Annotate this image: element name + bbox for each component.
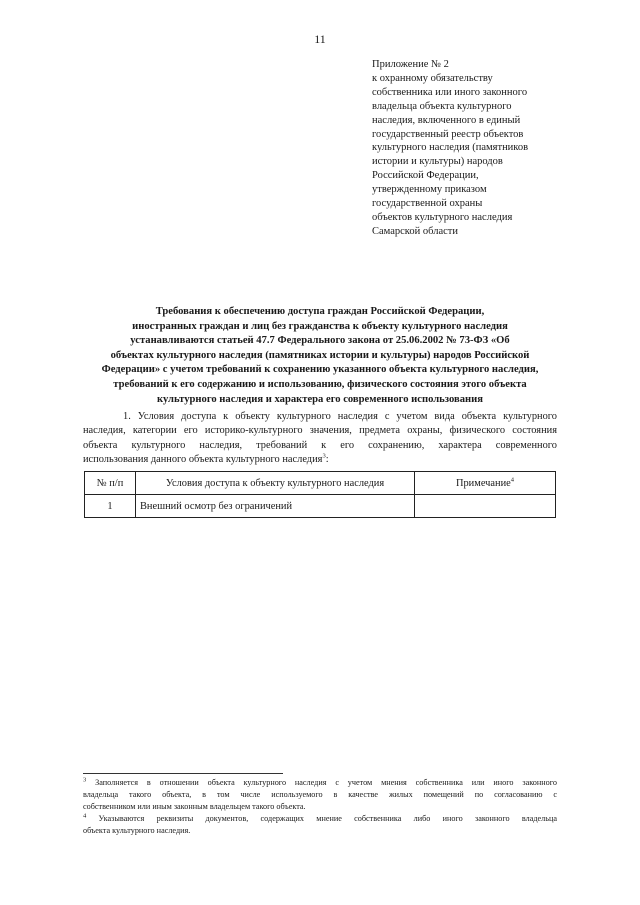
cell-number: 1 xyxy=(85,495,136,518)
requirements-title-line: иностранных граждан и лиц без гражданства к объекту культурного наследия xyxy=(132,320,508,332)
footnote-line: собственником или иным законным владельцем такого объекта. xyxy=(83,802,306,811)
appendix-line: государственный реестр объектов xyxy=(372,128,524,140)
footnote-text: Заполняется в отношении объекта культурного наследия с учетом мнения собственника или иного законного xyxy=(95,778,558,787)
appendix-line: Российской Федерации, xyxy=(372,170,479,182)
column-header-note-text: Примечание xyxy=(455,477,511,489)
appendix-line: Приложение № 2 xyxy=(372,59,449,70)
appendix-line: к охранному обязательству xyxy=(372,72,493,84)
paragraph-line-text: использования данного объекта культурного наследия xyxy=(83,454,323,466)
appendix-block xyxy=(372,58,602,239)
table-row xyxy=(85,495,556,518)
footnote-text: Указываются реквизиты документов, содержащих мнение собственника либо иного законного владельца xyxy=(98,814,557,823)
section-1-paragraph xyxy=(83,410,557,468)
appendix-line: объектов культурного наследия xyxy=(372,211,513,223)
footnote-line: объекта культурного наследия. xyxy=(83,826,191,835)
footnotes xyxy=(83,777,557,837)
paragraph-line: объекта культурного наследия, требований к его сохранению, характера современного xyxy=(83,439,557,451)
table-header-row xyxy=(85,472,556,495)
column-header-note xyxy=(415,472,556,495)
footnote-line: владельца такого объекта, в том числе используемого в качестве жилых помещений по согласованию с xyxy=(83,790,557,799)
requirements-title-line: культурного наследия и характера его современного использования xyxy=(157,393,483,405)
appendix-line: культурного наследия (памятников xyxy=(372,142,529,154)
appendix-line: собственника или иного законного xyxy=(372,86,528,98)
column-header-number: № п/п xyxy=(85,472,136,495)
cell-conditions: Внешний осмотр без ограничений xyxy=(136,495,415,518)
requirements-title-line: объектах культурного наследия (памятниках истории и культуры) народов Российской xyxy=(110,349,530,361)
paragraph-line: 1. Условия доступа к объекту культурного наследия с учетом вида объекта культурного xyxy=(123,411,557,422)
page-number: 11 xyxy=(314,32,326,46)
paragraph-line-end: : xyxy=(325,454,329,466)
appendix-line: государственной охраны xyxy=(372,198,483,210)
access-conditions-table xyxy=(84,471,556,518)
footnote-mark: 3 xyxy=(83,776,87,784)
footnote-divider xyxy=(83,773,283,774)
column-header-conditions: Условия доступа к объекту культурного наследия xyxy=(136,472,415,495)
footnote-ref-3: 3 xyxy=(322,452,326,460)
footnote-line xyxy=(83,777,557,789)
footnote-3 xyxy=(83,777,557,813)
footnote-line xyxy=(83,813,557,825)
appendix-line: утвержденному приказом xyxy=(372,184,487,196)
requirements-title-line: Требования к обеспечению доступа граждан Российской Федерации, xyxy=(155,306,485,317)
footnote-mark: 4 xyxy=(83,812,87,820)
requirements-title-line: устанавливаются статьей 47.7 Федерального закона от 25.06.2002 № 73-ФЗ «Об xyxy=(130,335,510,347)
requirements-title-line: Федерации» с учетом требований к сохранению указанного объекта культурного наследия, xyxy=(101,364,539,376)
appendix-line: истории и культуры) народов xyxy=(372,156,503,168)
requirements-title xyxy=(75,305,565,407)
footnote-ref-4: 4 xyxy=(510,476,514,484)
appendix-line: наследия, включенного в единый xyxy=(372,114,521,126)
paragraph-last-line xyxy=(83,453,557,467)
footnote-4 xyxy=(83,813,557,837)
appendix-line: владельца объекта культурного xyxy=(372,100,512,112)
cell-note xyxy=(415,495,556,518)
requirements-title-line: требований к его содержанию и использованию, физического состояния этого объекта xyxy=(113,378,527,390)
appendix-line: Самарской области xyxy=(372,225,458,237)
paragraph-line: наследия, категории его историко-культурного значения, предмета охраны, физического состояния xyxy=(83,425,557,437)
